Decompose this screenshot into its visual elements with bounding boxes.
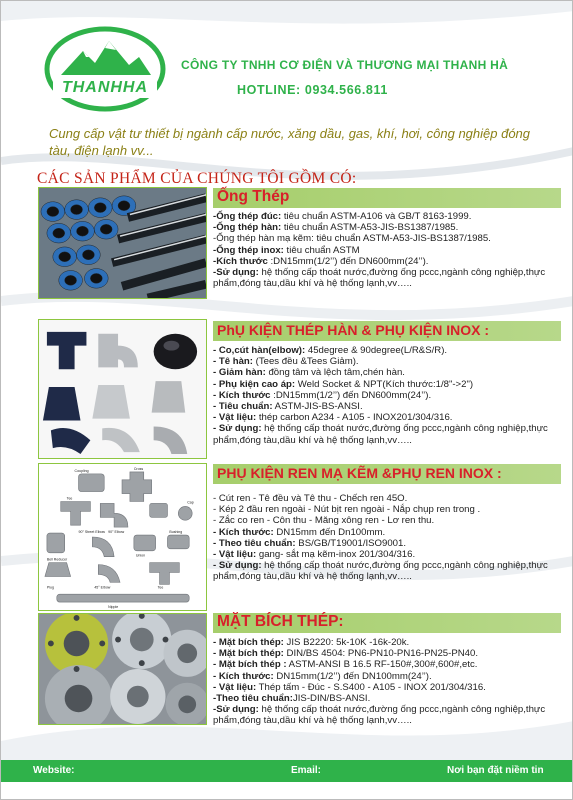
- list-item: -Ống thép đúc: tiêu chuẩn ASTM-A106 và GB/T 8163-1999.: [213, 211, 472, 222]
- steel-pipes-photo: [38, 187, 207, 299]
- label-elbow-45: 45° Elbow: [94, 585, 111, 590]
- list-item: - Tê hàn: (Tees đều &Tees Giảm).: [213, 356, 359, 368]
- section-heading-flanges: [213, 613, 561, 633]
- company-logo: [43, 23, 167, 115]
- list-item: -Ống thép hàn mạ kẽm: tiêu chuẩn ASTM-A53-JIS-BS1387/1985.: [213, 233, 491, 245]
- list-item: -Theo tiêu chuẩn:JIS-DIN/BS-ANSI.: [213, 693, 371, 705]
- label-bushing: Bushing: [169, 530, 183, 535]
- section-heading-threaded-fittings: [213, 464, 561, 484]
- list-item: - Co,cút hàn(elbow): 45degree & 90degree(L/R&S/R).: [213, 345, 448, 356]
- steel-flanges-photo: [38, 613, 207, 725]
- list-item: - Theo tiêu chuẩn: BS/GB/T19001/ISO9001.: [213, 537, 407, 549]
- threaded-fittings-specs-list: [213, 493, 563, 583]
- label-tee-small: Tee: [157, 585, 164, 590]
- list-item: - Vật liệu: gang- sắt mạ kẽm-inox 201/304/316.: [213, 549, 416, 561]
- list-item: - Mặt bích thép: JIS B2220: 5k-10K -16k-20k.: [213, 637, 410, 648]
- list-item: - Vật liệu: Thép tấm - Đúc - S.S400 - A105 - INOX 201/304/316.: [213, 681, 486, 693]
- label-union: Union: [135, 553, 146, 558]
- list-item: - Kích thước: DN15mm đến Dn100mm.: [213, 526, 386, 538]
- threaded-fittings-photo: [38, 463, 207, 611]
- label-elbow-90: 90° Elbow: [108, 530, 125, 535]
- list-item: -Kích thước :DN15mm(1/2’’) đến DN600mm(24’’).: [213, 255, 429, 267]
- list-item: - Kép 2 đầu ren ngoài - Nút bịt ren ngoài - Nắp chụp ren trong .: [213, 504, 481, 516]
- list-item: -Sử dụng: hệ thống cấp thoát nước,đường ống pccc,ngành công nghiệp,thực phẩm,đóng tàu,dầu khí và hệ thống lạnh,vv…..: [213, 267, 546, 290]
- label-cross: Cross: [133, 466, 144, 471]
- steel-pipe-specs-list: [213, 211, 563, 289]
- list-item: - Phụ kiện cao áp: Weld Socket & NPT(Kích thước:1/8"->2"): [213, 378, 474, 390]
- section-title: PhỤ KIỆN THÉP HÀN & PHỤ KIỆN INOX :: [217, 322, 489, 338]
- list-item: - Zắc co ren - Côn thu - Măng xông ren - Lơ ren thu.: [213, 515, 435, 527]
- list-item: - Kích thước :DN15mm(1/2’’) đến DN600mm(24’’).: [213, 389, 432, 401]
- section-heading-weld-fittings: [213, 321, 561, 341]
- list-item: - Tiêu chuẩn: ASTM-JIS-BS-ANSI.: [213, 401, 363, 413]
- list-item: -Ống thép inox: tiêu chuẩn ASTM: [213, 244, 360, 256]
- label-cap: Cap: [187, 500, 194, 505]
- section-title: PHỤ KIỆN REN MẠ KẼM &PHỤ REN INOX :: [217, 465, 502, 481]
- list-item: - Sử dụng: hệ thống cấp thoát nước,đường ống pccc,ngành công nghiệp,thực phẩm,đóng tàu,dầu khí và hệ thống lạnh,vv…..: [213, 560, 548, 583]
- products-title: CÁC SẢN PHẨM CỦA CHÚNG TÔI GỒM CÓ:: [37, 170, 357, 187]
- label-bell-reducer: Bell Reducer: [46, 557, 68, 562]
- tagline: Cung cấp vật tư thiết bị ngành cấp nước, xăng dầu, gas, khí, hơi, công nghiệp đóng tàu, điện lạnh vv...: [49, 126, 531, 158]
- label-coupling: Coupling: [74, 468, 89, 473]
- footer-email-label: Email:: [291, 765, 322, 776]
- list-item: - Mặt bích thép: DIN/BS 4504: PN6-PN10-PN16-PN25-PN40.: [213, 648, 478, 660]
- footer-bar: [1, 760, 573, 782]
- list-item: - Kích thước: DN15mm(1/2’’) đến DN100mm(24’’).: [213, 670, 432, 682]
- footer-website-label: Website:: [33, 765, 75, 776]
- weld-fittings-specs-list: [213, 345, 563, 446]
- label-plug: Plug: [46, 585, 55, 590]
- section-heading-steel-pipe: [213, 188, 561, 208]
- flanges-specs-list: [213, 637, 563, 727]
- section-title: Ống Thép: [217, 188, 290, 205]
- list-item: - Vật liệu: thép carbon A234 - A105 - INOX201/304/316.: [213, 412, 453, 424]
- weld-fittings-photo: [38, 319, 207, 459]
- list-item: -Ống thép hàn: tiêu chuẩn ASTM-A53-JIS-BS1387/1985.: [213, 222, 459, 234]
- list-item: - Mặt bích thép : ASTM-ANSI B 16.5 RF-150#,300#,600#,etc.: [213, 659, 478, 671]
- list-item: - Cút ren - Tê đều và Tê thu - Chếch ren 45O.: [213, 493, 408, 504]
- list-item: -Sử dụng: hệ thống cấp thoát nước,đường ống pccc,ngành công nghiệp,thực phẩm,đóng tàu,dầu khí và hệ thống lạnh,vv…..: [213, 704, 546, 727]
- list-item: - Sử dụng: hệ thống cấp thoát nước,đường ống pccc,ngành công nghiệp,thực phẩm,đóng tàu,dầu khí và hệ thống lạnh,vv…..: [213, 423, 548, 446]
- hotline: HOTLINE: 0934.566.811: [237, 83, 388, 97]
- company-name: CÔNG TY TNHH CƠ ĐIỆN VÀ THƯƠNG MẠI THANH HÀ: [181, 58, 509, 72]
- logo-text: THANHHA: [61, 79, 149, 96]
- label-nipple: Nipple: [108, 605, 119, 610]
- footer-slogan: Nơi bạn đặt niềm tin: [447, 765, 544, 776]
- list-item: - Giảm hàn: đồng tâm và lệch tâm,chén hàn.: [213, 367, 405, 379]
- label-tee: Tee: [66, 496, 73, 501]
- label-street-elbow: 90° Street Elbow: [78, 530, 106, 535]
- section-title: MẶT BÍCH THÉP:: [217, 613, 344, 630]
